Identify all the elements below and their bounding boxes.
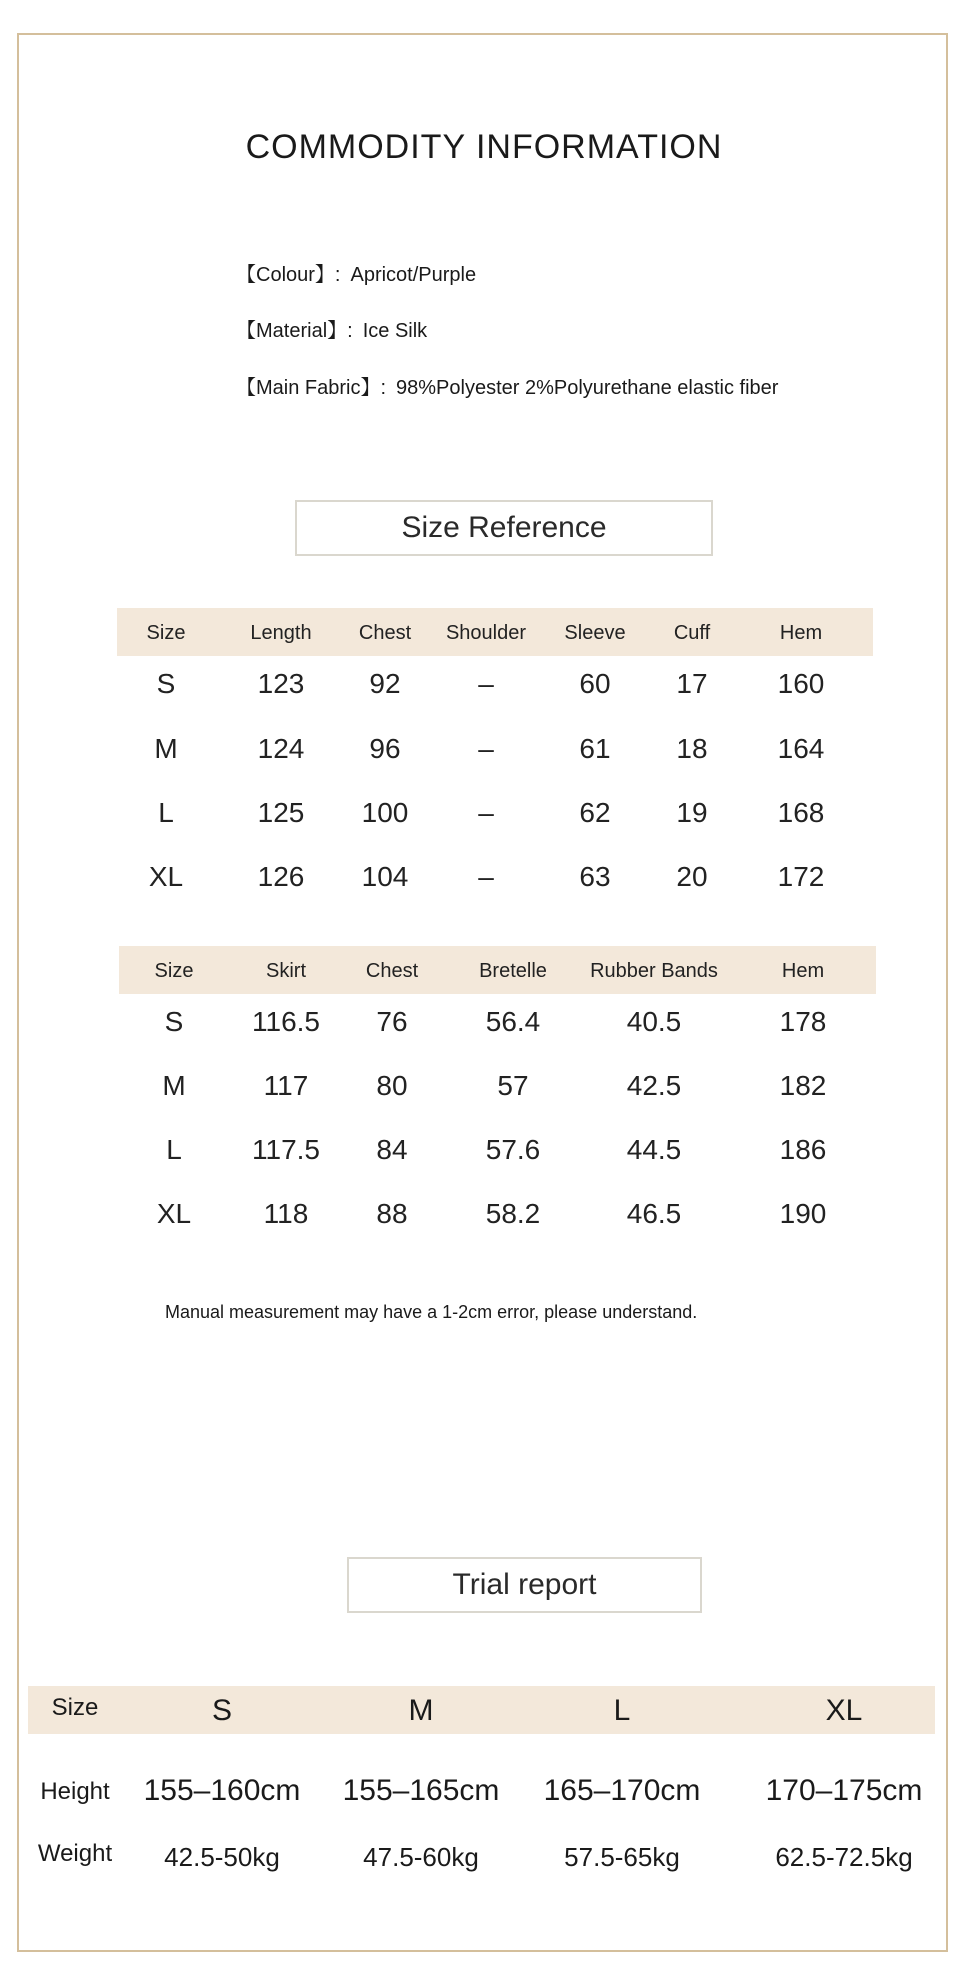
- info-material: [236, 314, 427, 343]
- table-cell: 92: [369, 668, 401, 699]
- table-cell: 84: [376, 1134, 408, 1165]
- table-cell: 57.5-65kg: [564, 1842, 680, 1872]
- column-header: M: [408, 1694, 434, 1727]
- column-header: Skirt: [266, 960, 306, 982]
- trial-report-title: Trial report: [347, 1557, 702, 1613]
- table-cell: 186: [779, 1134, 827, 1165]
- table-cell: XL: [156, 1198, 192, 1229]
- column-header: Size: [154, 960, 194, 982]
- table-cell: 60: [579, 668, 611, 699]
- table-cell: 18: [676, 733, 708, 764]
- table-cell: 190: [779, 1198, 827, 1229]
- column-header: Chest: [365, 960, 419, 982]
- table-cell: 124: [257, 733, 305, 764]
- table-cell: 17: [676, 668, 708, 699]
- column-header: S: [211, 1694, 233, 1727]
- table-cell: 88: [376, 1198, 408, 1229]
- info-value: Apricot/Purple: [350, 264, 477, 286]
- table-cell: 61: [579, 733, 611, 764]
- table-cell: 170–175cm: [765, 1774, 923, 1807]
- row-label: Weight: [37, 1840, 113, 1867]
- table-cell: 172: [777, 861, 825, 892]
- table-cell: 58.2: [485, 1198, 541, 1229]
- table-cell: XL: [148, 861, 184, 892]
- table-cell: 76: [376, 1006, 408, 1037]
- table-cell: 155–160cm: [143, 1774, 301, 1807]
- table-cell: 19: [676, 797, 708, 828]
- table-cell: –: [478, 861, 494, 892]
- table-cell: 42.5-50kg: [164, 1842, 280, 1872]
- column-header: Hem: [781, 960, 825, 982]
- table-cell: S: [164, 1006, 184, 1037]
- table-cell: L: [166, 1134, 182, 1165]
- table-cell: S: [156, 668, 176, 699]
- table-cell: –: [478, 668, 494, 699]
- table-cell: M: [154, 733, 178, 764]
- info-colour: [236, 258, 476, 287]
- table-cell: 100: [361, 797, 409, 828]
- info-label: 【Main Fabric】:: [236, 377, 387, 399]
- table-cell: 168: [777, 797, 825, 828]
- page-title: COMMODITY INFORMATION: [245, 128, 723, 166]
- column-header: XL: [825, 1694, 863, 1727]
- table-cell: 40.5: [626, 1006, 682, 1037]
- table-cell: 125: [257, 797, 305, 828]
- table-cell: 80: [376, 1070, 408, 1101]
- info-main-fabric: [236, 371, 778, 400]
- column-header: Chest: [358, 622, 412, 644]
- table-cell: 56.4: [485, 1006, 541, 1037]
- table-cell: 62.5-72.5kg: [775, 1842, 913, 1872]
- column-header: Cuff: [673, 622, 711, 644]
- trial-header-bar: [28, 1686, 935, 1734]
- column-header: Size: [51, 1694, 99, 1721]
- table-cell: 165–170cm: [543, 1774, 701, 1807]
- column-header: L: [613, 1694, 631, 1727]
- info-label: 【Material】:: [236, 320, 353, 342]
- table-cell: 164: [777, 733, 825, 764]
- table-cell: 44.5: [626, 1134, 682, 1165]
- table-cell: M: [162, 1070, 186, 1101]
- table-cell: 116.5: [252, 1006, 320, 1037]
- column-header: Length: [250, 622, 312, 644]
- table-cell: 118: [263, 1198, 309, 1229]
- table-cell: 57: [497, 1070, 529, 1101]
- table-cell: 160: [777, 668, 825, 699]
- table-cell: 62: [579, 797, 611, 828]
- column-header: Shoulder: [445, 622, 527, 644]
- table-cell: 182: [779, 1070, 827, 1101]
- info-value: Ice Silk: [362, 320, 428, 342]
- measurement-note: Manual measurement may have a 1-2cm error, please understand.: [165, 1302, 698, 1322]
- info-value: 98%Polyester 2%Polyurethane elastic fiber: [396, 377, 779, 399]
- table-cell: 42.5: [626, 1070, 682, 1101]
- table-cell: L: [158, 797, 174, 828]
- table-cell: 46.5: [626, 1198, 682, 1229]
- table-cell: 126: [257, 861, 305, 892]
- column-header: Bretelle: [479, 960, 547, 982]
- table-cell: 96: [369, 733, 401, 764]
- column-header: Size: [146, 622, 186, 644]
- table-cell: –: [478, 733, 494, 764]
- table-cell: 20: [676, 861, 708, 892]
- table-cell: 47.5-60kg: [363, 1842, 479, 1872]
- table-cell: –: [478, 797, 494, 828]
- row-label: Height: [40, 1778, 110, 1805]
- table-cell: 63: [579, 861, 611, 892]
- table-cell: 178: [779, 1006, 827, 1037]
- column-header: Sleeve: [564, 622, 626, 644]
- info-label: 【Colour】:: [236, 264, 341, 286]
- table-cell: 117.5: [252, 1134, 320, 1165]
- table-cell: 104: [361, 861, 409, 892]
- size-reference-title: Size Reference: [295, 500, 713, 556]
- table-cell: 57.6: [485, 1134, 541, 1165]
- table-cell: 155–165cm: [342, 1774, 500, 1807]
- column-header: Hem: [779, 622, 823, 644]
- table-cell: 117: [263, 1070, 309, 1101]
- column-header: Rubber Bands: [590, 960, 718, 982]
- table-cell: 123: [257, 668, 305, 699]
